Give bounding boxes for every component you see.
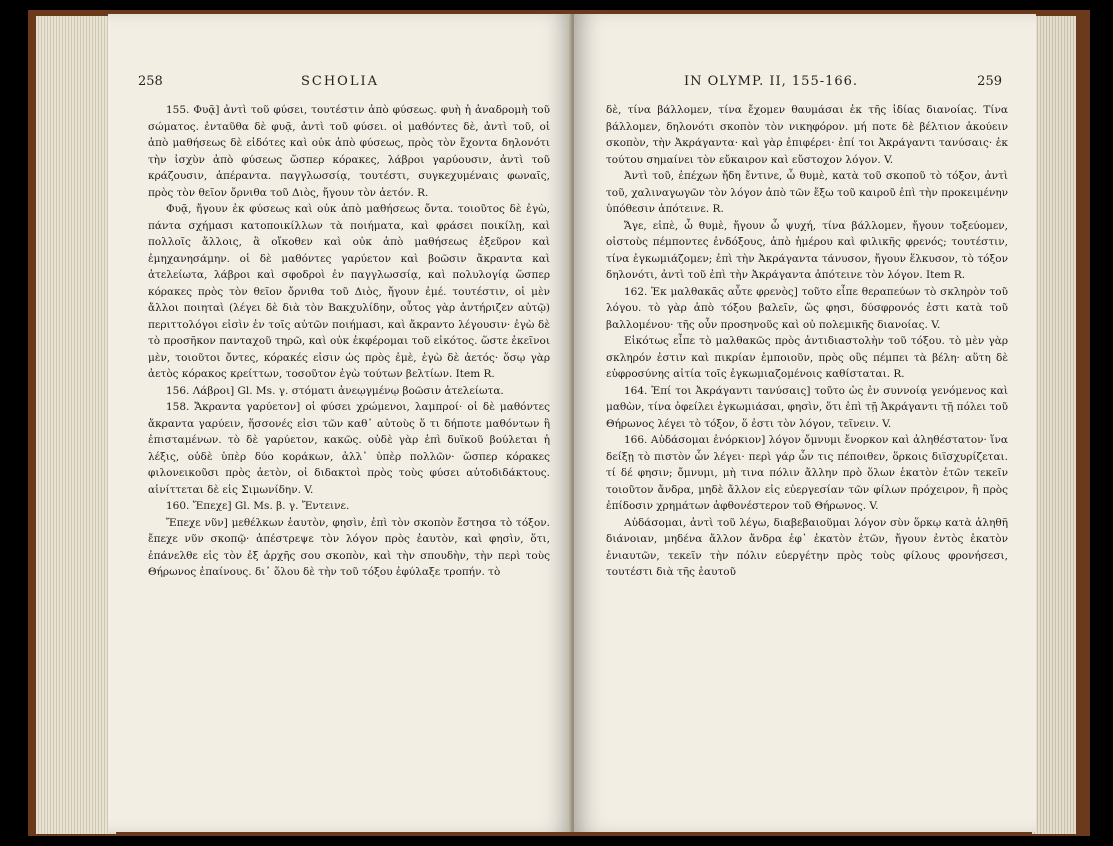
right-paragraph: 162. Ἐκ μαλθακᾶς αὖτε φρενὸς] τοῦτο εἶπε θεραπεύων τὸ σκληρὸν τοῦ λόγου. τὸ γὰρ ἀπὸ τόξου βαλεῖν, ὥς φησι, δύσφρονός ἐστι κατὰ τοῦ βαλλομένου· τῆς οὖν προσηνοῦς καὶ οὐ πολεμικῆς διανοίας. V.: [606, 285, 1008, 331]
right-page: [574, 14, 1036, 832]
left-running-head: SCHOLIA: [300, 74, 379, 89]
right-paragraph: δὲ, τίνα βάλλομεν, τίνα ἔχομεν θαυμάσαι ἐκ τῆς ἰδίας διανοίας. Τίνα βάλλομεν, δηλονότι σκοπὸν τὸν νικηφόρον. μή ποτε δὲ βέλτιον ἀκούειν σκοπὸν, τὴν Ἀκράγαντα· καὶ γὰρ ἐπιφέρει· ἐπί τοι Ἀκράγαντι τανύσαις· ἐκ τούτου σημαίνει τὸν εὔκαιρον καὶ εὔστοχον λόγον. V.: [606, 104, 1008, 166]
right-running-head: IN OLYMP. II, 155-166.: [684, 74, 859, 89]
right-paragraph: 164. Ἐπί τοι Ἀκράγαντι τανύσαις] τοῦτο ὡς ἐν συννοίᾳ γενόμενος καὶ μαθὼν, τίνα ὀφείλει ἐγκωμιάσαι, φησὶν, ὅτι ἐπὶ τῇ Ἀκράγαντι τῇ πόλει τοῦ Θήρωνος λέγει τὸ τόξον, ὅ ἐστι τὸν λόγον, τεῖνειν. V.: [606, 384, 1008, 430]
right-paragraph: Ἄγε, εἰπὲ, ὦ θυμὲ, ἤγουν ὦ ψυχή, τίνα βάλλομεν, ἤγουν τοξεύομεν, οἰστοὺς πέμποντες ἐνδόξους, ἀπὸ ἡμέρου καὶ φιλικῆς φρενός; τουτέστιν, τίνα ἐγκωμιάζομεν; ἐπὶ τὴν Ἀκράγαντα τάνυσον, ἤγουν ἕλκυσον, τὸ τόξον δηλονότι, ἀντὶ τοῦ ἐπὶ τὴν Ἀκράγαντα ἀπότεινε τὸν λόγον. Item R.: [606, 219, 1008, 281]
right-paragraph: 166. Αὐδάσομαι ἐνόρκιον] λόγον ὄμνυμι ἔνορκον καὶ ἀληθέστατον· ἵνα δείξῃ τὸ πιστὸν ὧν λέγει· περὶ γάρ ὧν τις πέποιθεν, ὅρκοις διϊσχυρίζεται. τί δέ φησιν; ὄμνυμι, μὴ τινα πόλιν ἄλλην πρὸ ὅλων ἑκατὸν ἐτῶν τεκεῖν τοιοῦτον ἄνδρα, μηδὲ ἄλλον εἰς εὐεργεσίαν τῶν φίλων πρόχειρον, ἢ πρὸς ἐπίδοσιν χρημάτων ἀφθονέστερον τοῦ Θήρωνος. V.: [606, 434, 1008, 512]
right-paragraph: Ἀντὶ τοῦ, ἐπέχων ἤδη ἔντινε, ὦ θυμὲ, κατὰ τοῦ σκοποῦ τὸ τόξον, ἀντὶ τοῦ, χαλιναγωγῶν τὸν λόγον ἀπὸ τῶν ἔξω τοῦ καιροῦ ἐπὶ τὴν προκειμένην ὑπόθεσιν ἀπότεινε. R.: [606, 170, 1008, 215]
right-text-column: [606, 102, 1008, 581]
right-paragraph: Αὐδάσομαι, ἀντὶ τοῦ λέγω, διαβεβαιοῦμαι λόγον σὺν ὅρκῳ κατὰ ἀληθῆ διάνοιαν, μηδένα ἄλλον ἄνδρα ἐφ᾽ ἑκατὸν ἐτῶν, ἤγουν ἐντὸς ἑκατὸν ἐνιαυτῶν, τεκεῖν τὴν πόλιν εὐεργέτην πρὸς τοὺς φίλους φρονήσεσι, τουτέστι διὰ τῆς ἑαυτοῦ: [606, 516, 1008, 578]
left-paragraph: Ἔπεχε νῦν] μεθέλκων ἑαυτὸν, φησὶν, ἐπὶ τὸν σκοπὸν ἔστησα τὸ τόξον. ἔπεχε νῦν σκοπῷ· ἀπέστρεψε τὸν λόγον πρὸς ἑαυτὸν, καὶ φησὶν, ὅτι, ἐπάνελθε εἰς τὸν ἐξ ἀρχῆς σου σκοπὸν, καὶ τὴν σπουδὴν, τὴν περὶ τοὺς Θήρωνος ἐπαίνους. δι᾽ ὅλου δὲ τὴν τοῦ τόξου ἐφύλαξε τροπήν. τὸ: [148, 516, 550, 578]
left-paragraph: 155. Φυᾷ] ἀντὶ τοῦ φύσει, τουτέστιν ἀπὸ φύσεως. φυὴ ἡ ἀναδρομὴ τοῦ σώματος. ἐνταῦθα δὲ φυᾷ, ἀντὶ τοῦ φύσει. οἱ μαθόντες δὲ, ἀντὶ τοῦ, οἱ ἀπὸ μαθήσεως δὲ εἰδότες καὶ οὐκ ἀπὸ φύσεως, πρὸς τὸν ἔχοντα δηλονότι τὴν ἰσχὺν ἀπὸ φύσεως ὥσπερ κόρακες, λάβροι γαρύουσιν, ἀντὶ τοῦ κράζουσιν, ἀπέραντα. παγγλωσσίᾳ, τουτέστι, συγκεχυμέναις φωναῖς, πρὸς τὸν θεῖον ὄρνιθα τοῦ Διὸς, ἤγουν τὸν ἀετόν. R.: [148, 104, 550, 199]
left-paragraph: 158. Ἄκραντα γαρύετον] οἱ φύσει χρώμενοι, λαμπροί· οἱ δὲ μαθόντες ἄκραντα γαρύειν, ἥσσονές εἰσι τῶν καθ᾽ αὑτοὺς ὅ τι δήποτε μαθόντων ἢ ἐπισταμένων. τὸ δὲ γαρύετον, κακῶς. οὐδὲ γὰρ ἐπὶ δυϊκοῦ βούλεται ἡ λέξις, οὐδὲ ὑπὲρ δύο κοράκων, ἀλλ᾽ ὑπὲρ πολλῶν· ὥσπερ κόρακες φιλονεικοῦσι πρὸς ἀετὸν, οἱ διδακτοὶ πρὸς τοὺς φύσει αὐτοδιδάκτους. αἰνίττεται δὲ εἰς Σιμωνίδην. V.: [148, 401, 550, 496]
left-page: [108, 14, 572, 832]
right-paragraph: Εἰκότως εἶπε τὸ μαλθακῶς πρὸς ἀντιδιαστολὴν τοῦ τόξου. τὸ μὲν γὰρ σκληρόν ἐστιν καὶ πικρίαν ἐμποιοῦν, πρὸς οὓς πέμπει τὰ βέλη· αὕτη δὲ εὐφροσύνης αἰτία τοῖς ἐγκωμιαζομένοις καθίσταται. R.: [606, 335, 1008, 380]
left-page-stack: [36, 16, 116, 834]
left-text-column: [148, 102, 550, 581]
right-page-stack: [1032, 16, 1076, 834]
right-page-number: 259: [977, 74, 1002, 89]
left-page-number: 258: [138, 74, 163, 89]
left-paragraph: 160. Ἔπεχε] Gl. Ms. β. γ. Ἔντεινε.: [166, 500, 350, 512]
left-paragraph: 156. Λάβροι] Gl. Ms. γ. στόματι ἀνεῳγμένῳ βοῶσιν ἀτελείωτα.: [166, 384, 504, 397]
left-paragraph: Φυᾷ, ἤγουν ἐκ φύσεως καὶ οὐκ ἀπὸ μαθήσεως ὄντα. τοιοῦτος δὲ ἐγὼ, πάντα σχήμασι κατοποικίλλων τὰ ποιήματα, καὶ φράσει ποικίλῃ, καὶ πολλοῖς ἄλλοις, ἃ οἴκοθεν καὶ οὐκ ἀπὸ μαθήσεως ἐξεῦρον καὶ ἐμηχανησάμην. οἱ δὲ μαθόντες γαρύετον καὶ βοῶσιν ἄκραντα καὶ ἀτελείωτα, λάβροι καὶ σφοδροὶ ἐν παγγλωσσίᾳ, καὶ πολυλογίᾳ ὥσπερ κόρακες πρὸς τὸν θεῖον ὄρνιθα τοῦ Διὸς, ἤγουν ἐμέ. τουτέστιν, οἱ μὲν ἄλλοι ποιηταὶ (λέγει δὲ διὰ τὸν Βακχυλίδην, οὗτος γὰρ ἀντήριζεν αὐτῷ) περιττολόγοι εἰσὶν ἐν τοῖς αὐτῶν ποιήμασι, καὶ ἄκραντο λέγουσιν· ἐγὼ δὲ τὸ προσῆκον πανταχοῦ τηρῶ, καὶ οὐκ ἐκφέρομαι τοῦ εἰκότος. ὥστε ἐκεῖνοι μὲν, τοιοῦτοι ὄντες, κόρακές εἰσιν ὡς πρὸς ἐμὲ, ἐγὼ δὲ ἀετός· ὅσῳ γὰρ ἀετὸς κόρακος κρείττων, τοσοῦτον ἐγὼ τούτων βελτίων. Item R.: [148, 203, 550, 380]
